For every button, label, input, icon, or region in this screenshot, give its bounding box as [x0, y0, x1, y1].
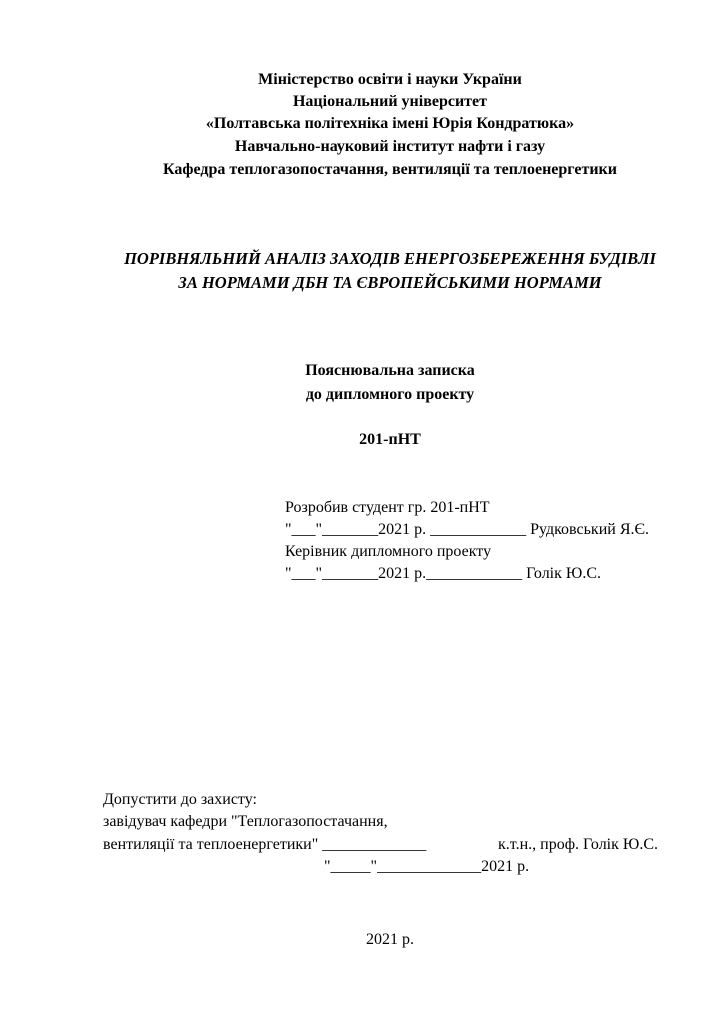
approval-head-title-cont: вентиляції та теплоенергетики" _____________ — [103, 836, 427, 853]
document-title-line-1: ПОРІВНЯЛЬНИЙ АНАЛІЗ ЗАХОДІВ ЕНЕРГОЗБЕРЕЖЕННЯ БУДІВЛІ — [124, 249, 656, 268]
ministry-line: Міністерство освіти і науки України — [258, 71, 522, 88]
university-name-line: «Полтавська політехніка імені Юрія Кондратюка» — [205, 115, 575, 132]
institute-line: Навчально-науковий інститут нафти і газу — [234, 138, 546, 155]
document-title-line-2: ЗА НОРМАМИ ДБН ТА ЄВРОПЕЙСЬКИМИ НОРМАМИ — [178, 273, 602, 292]
document-code: 201-пНТ — [359, 431, 421, 448]
supervisor-label: Керівник дипломного проекту — [285, 543, 492, 560]
approval-head-name: к.т.н., проф. Голік Ю.С. — [498, 836, 659, 853]
approval-head-title: завідувач кафедри "Теплогазопостачання, — [103, 813, 388, 830]
department-line: Кафедра теплогазопостачання, вентиляції та теплоенергетики — [163, 161, 617, 178]
student-signature-line: "___"_______2021 р. ____________ Рудковський Я.Є. — [285, 521, 650, 538]
approval-date-line: "_____"_____________2021 р. — [324, 858, 530, 875]
university-line: Національний університет — [292, 93, 487, 110]
approval-heading: Допустити до захисту: — [103, 791, 257, 808]
subtitle-line-2: до дипломного проекту — [305, 386, 475, 403]
subtitle-line-1: Пояснювальна записка — [305, 362, 475, 379]
developed-by: Розробив студент гр. 201-пНТ — [285, 499, 490, 516]
footer-year: 2021 р. — [366, 931, 414, 948]
supervisor-signature-line: "___"_______2021 р.____________ Голік Ю.С. — [285, 565, 602, 582]
